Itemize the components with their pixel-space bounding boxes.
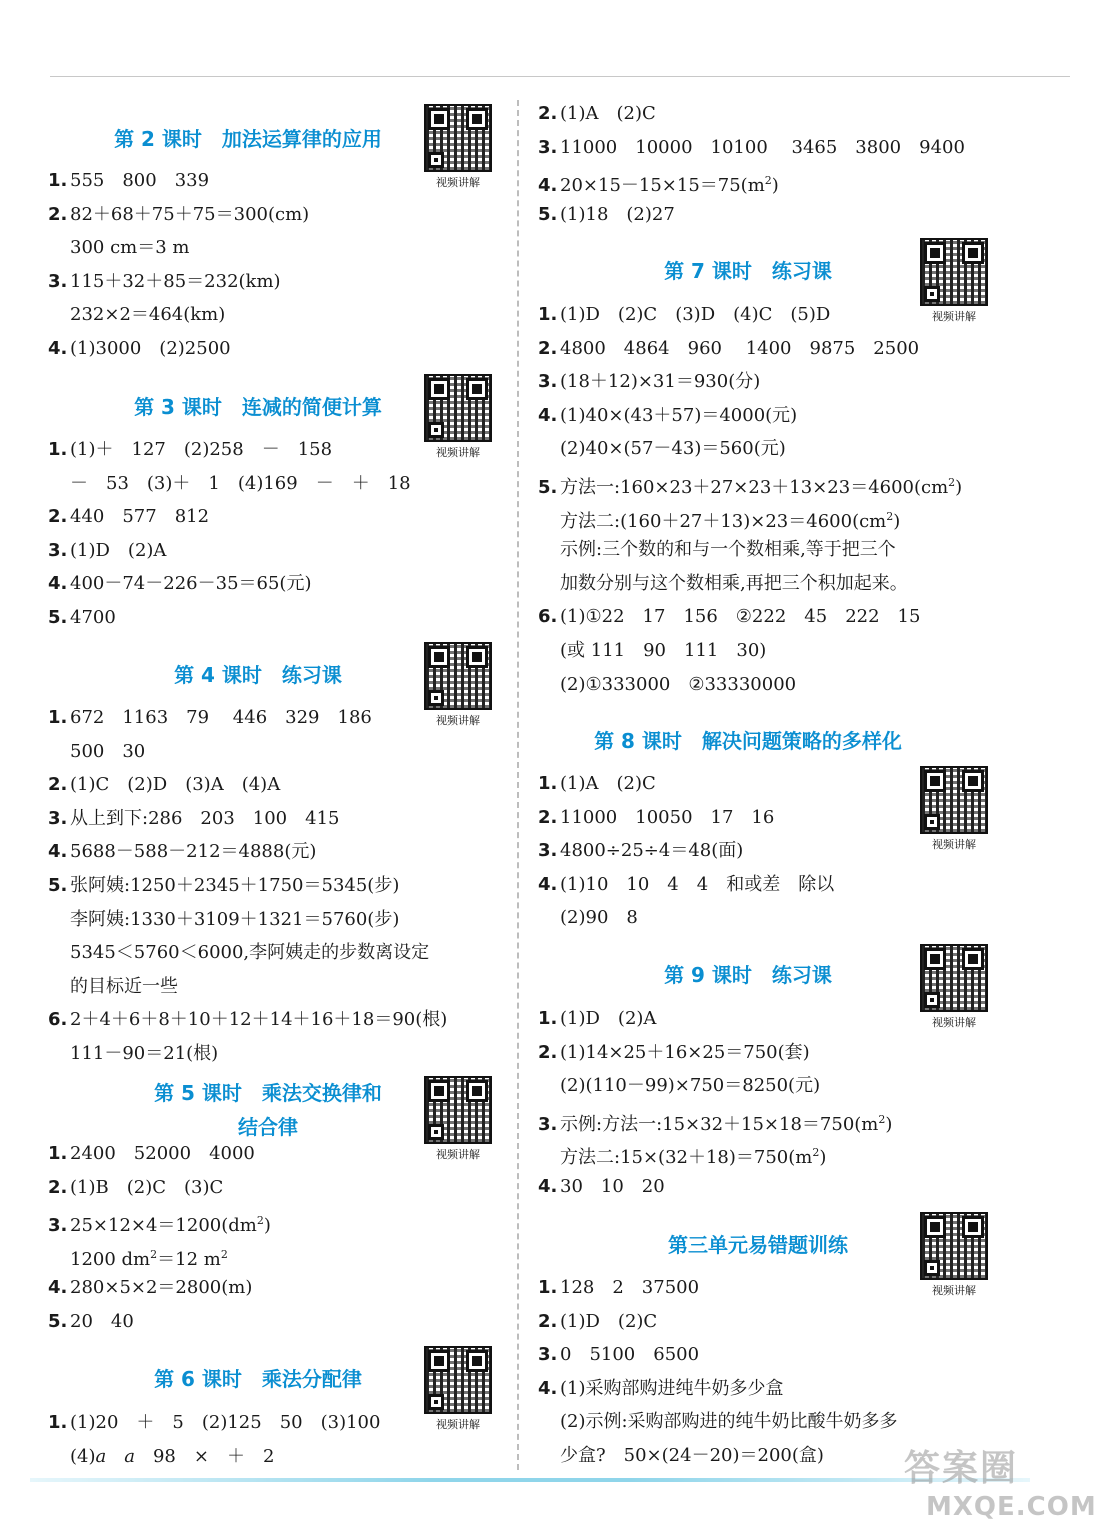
qr-code-icon bbox=[424, 374, 492, 442]
answer-text: 115＋32＋85＝232(km) bbox=[70, 270, 281, 292]
qr-label: 视频讲解 bbox=[436, 176, 480, 189]
answers-lesson-7 bbox=[538, 298, 998, 701]
answer-text: 232×2＝464(km) bbox=[70, 304, 226, 326]
answer-text: 2400 52000 4000 bbox=[70, 1143, 255, 1164]
item-number: 1. bbox=[48, 1412, 68, 1433]
section-title-lesson-5: 第 5 课时 乘法交换律和 bbox=[154, 1081, 382, 1105]
item-number: 2. bbox=[538, 806, 558, 828]
answer-text: 25×12×4＝1200(dm bbox=[70, 1215, 257, 1237]
item-number: 4. bbox=[538, 1175, 558, 1197]
answers-lesson-4 bbox=[48, 701, 500, 1071]
watermark-text: 答案圈 bbox=[904, 1448, 1019, 1489]
answer-text: (1)10 10 4 4 和或差 除以 bbox=[560, 873, 835, 895]
answer-text: (1)A (2)C bbox=[560, 103, 656, 124]
answer-text: 11000 10000 10100 3465 3800 9400 bbox=[560, 136, 965, 158]
item-number: 4. bbox=[538, 404, 558, 426]
superscript: 2 bbox=[764, 174, 772, 188]
answer-text: 4800 4864 960 1400 9875 2500 bbox=[560, 337, 920, 359]
section-title-lesson-8: 第 8 课时 解决问题策略的多样化 bbox=[594, 729, 902, 753]
qr-code-icon bbox=[424, 642, 492, 710]
item-number: 4. bbox=[48, 573, 68, 595]
item-number: 4. bbox=[538, 873, 558, 895]
superscript: 2 bbox=[878, 1112, 886, 1126]
item-number: 3. bbox=[538, 136, 558, 158]
item-number: 4. bbox=[48, 841, 68, 863]
answer-text: (1)A (2)C bbox=[560, 773, 656, 794]
answer-text: (1)B (2)C (3)C bbox=[70, 1176, 224, 1198]
section-title-lesson-7: 第 7 课时 练习课 bbox=[664, 259, 832, 283]
answer-text: ) bbox=[771, 175, 779, 197]
qr-label: 视频讲解 bbox=[932, 838, 976, 851]
answer-text: 500 30 bbox=[70, 740, 146, 762]
answer-text: ) bbox=[955, 476, 963, 498]
answer-text: 少盒? 50×(24－20)＝200(盒) bbox=[560, 1444, 824, 1466]
item-number: 3. bbox=[538, 1344, 558, 1366]
answer-text: (1)D (2)A bbox=[560, 1008, 657, 1029]
superscript: 2 bbox=[886, 509, 894, 523]
answer-text: (1)采购部购进纯牛奶多少盒 bbox=[560, 1377, 784, 1399]
answer-text: 方法二:15×(32＋18)＝750(m bbox=[560, 1147, 813, 1169]
answer-text: ) bbox=[263, 1215, 271, 1237]
answer-text: (4) bbox=[70, 1445, 96, 1467]
qr-label: 视频讲解 bbox=[436, 1148, 480, 1161]
qr-label: 视频讲解 bbox=[436, 446, 480, 459]
answer-text: (1)14×25＋16×25＝750(套) bbox=[560, 1041, 810, 1063]
answer-text: 280×5×2＝2800(m) bbox=[70, 1277, 253, 1299]
section-title-lesson-3: 第 3 课时 连减的简便计算 bbox=[134, 395, 382, 419]
item-number: 5. bbox=[48, 606, 68, 628]
watermark-url: MXQE.COM bbox=[926, 1492, 1097, 1522]
answer-text: 555 800 339 bbox=[70, 170, 210, 191]
item-number: 2. bbox=[538, 1041, 558, 1063]
section-title-lesson-9: 第 9 课时 练习课 bbox=[664, 963, 832, 987]
item-number: 3. bbox=[48, 807, 68, 829]
answer-text: 98 × ＋ 2 bbox=[152, 1445, 275, 1467]
answer-text: (18＋12)×31＝930(分) bbox=[560, 371, 761, 393]
item-number: 1. bbox=[538, 1277, 558, 1298]
answer-text: (1)＋ 127 (2)258 － 158 bbox=[70, 439, 333, 460]
answer-text: 从上到下:286 203 100 415 bbox=[70, 807, 340, 829]
answer-text: 方法二:(160＋27＋13)×23＝4600(cm bbox=[560, 510, 887, 532]
item-number: 4. bbox=[538, 1377, 558, 1399]
qr-code-icon bbox=[424, 1346, 492, 1414]
item-number: 3. bbox=[538, 840, 558, 862]
item-number: 2. bbox=[48, 203, 68, 225]
item-number: 2. bbox=[538, 337, 558, 359]
qr-code-icon bbox=[920, 1212, 988, 1280]
superscript: 2 bbox=[150, 1247, 158, 1261]
qr-label: 视频讲解 bbox=[436, 1418, 480, 1431]
qr-code-icon bbox=[424, 1076, 492, 1144]
qr-code-icon bbox=[920, 238, 988, 306]
answer-text: (1)20 ＋ 5 (2)125 50 (3)100 bbox=[70, 1412, 381, 1433]
answers-lesson-9 bbox=[538, 1002, 998, 1204]
item-number: 3. bbox=[48, 1215, 68, 1237]
qr-label: 视频讲解 bbox=[932, 310, 976, 323]
answer-text: (2)40×(57－43)＝560(元) bbox=[560, 438, 786, 460]
answer-text: 张阿姨:1250＋2345＋1750＝5345(步) bbox=[70, 874, 400, 896]
item-number: 5. bbox=[538, 203, 558, 225]
answer-text: (1)D (2)C (3)D (4)C (5)D bbox=[560, 304, 831, 325]
answer-text: (2)90 8 bbox=[560, 907, 638, 929]
section-title-unit-3-review: 第三单元易错题训练 bbox=[668, 1233, 848, 1257]
item-number: 1. bbox=[538, 773, 558, 794]
answer-text: ＝12 m bbox=[157, 1248, 221, 1270]
answers-lesson-6 bbox=[48, 1406, 408, 1473]
answer-text: 4700 bbox=[70, 606, 116, 628]
item-number: 2. bbox=[538, 103, 558, 124]
answer-text: ) bbox=[819, 1147, 827, 1169]
answer-text: 加数分别与这个数相乘,再把三个积加起来。 bbox=[560, 572, 908, 594]
answer-text: 30 10 20 bbox=[560, 1175, 665, 1197]
column-divider bbox=[517, 100, 519, 1470]
answer-text: (或 111 90 111 30) bbox=[560, 639, 767, 661]
answer-text: 672 1163 79 446 329 186 bbox=[70, 707, 372, 728]
answer-text: (2)示例:采购部购进的纯牛奶比酸牛奶多多 bbox=[560, 1411, 898, 1433]
qr-label: 视频讲解 bbox=[436, 714, 480, 727]
superscript: 2 bbox=[220, 1247, 228, 1261]
qr-label: 视频讲解 bbox=[932, 1284, 976, 1297]
section-title-lesson-5-line-2: 结合律 bbox=[238, 1115, 298, 1139]
answer-text: 示例:三个数的和与一个数相乘,等于把三个 bbox=[560, 539, 896, 561]
item-number: 2. bbox=[48, 1176, 68, 1198]
item-number: 1. bbox=[538, 304, 558, 325]
superscript: 2 bbox=[948, 475, 956, 489]
item-number: 3. bbox=[538, 371, 558, 393]
answer-text: 400－74－226－35＝65(元) bbox=[70, 573, 312, 595]
answers-continued bbox=[538, 97, 998, 231]
answer-text: 82＋68＋75＋75＝300(cm) bbox=[70, 203, 310, 225]
answer-text: 5688－588－212＝4888(元) bbox=[70, 841, 317, 863]
answer-text: － 53 (3)＋ 1 (4)169 － ＋ 18 bbox=[70, 472, 411, 494]
item-number: 2. bbox=[538, 1310, 558, 1332]
superscript: 2 bbox=[812, 1146, 820, 1160]
item-number: 3. bbox=[48, 270, 68, 292]
answer-text: 128 2 37500 bbox=[560, 1277, 700, 1298]
section-title-lesson-6: 第 6 课时 乘法分配律 bbox=[154, 1367, 362, 1391]
answer-text: (2)①333000 ②33330000 bbox=[560, 673, 797, 695]
item-number: 5. bbox=[48, 874, 68, 896]
item-number: 2. bbox=[48, 774, 68, 796]
answer-text: 的目标近一些 bbox=[70, 975, 178, 997]
answer-text: 方法一:160×23＋27×23＋13×23＝4600(cm bbox=[560, 476, 949, 498]
answer-text: (1)40×(43＋57)＝4000(元) bbox=[560, 404, 798, 426]
answer-text: (1)D (2)A bbox=[70, 539, 167, 561]
item-number: 1. bbox=[48, 1143, 68, 1164]
answer-text: 440 577 812 bbox=[70, 506, 210, 528]
watermark-logo bbox=[900, 1440, 1097, 1530]
answer-text: (2)(110－99)×750＝8250(元) bbox=[560, 1075, 821, 1097]
answers-lesson-8 bbox=[538, 767, 998, 935]
item-number: 3. bbox=[538, 1113, 558, 1135]
item-number: 4. bbox=[48, 337, 68, 359]
item-number: 4. bbox=[48, 1277, 68, 1299]
item-number: 5. bbox=[48, 1310, 68, 1332]
answer-text: 4800÷25÷4＝48(面) bbox=[560, 840, 744, 862]
qr-code-icon bbox=[424, 104, 492, 172]
answer-text: ) bbox=[885, 1113, 893, 1135]
item-number: 4. bbox=[538, 175, 558, 197]
superscript: 2 bbox=[256, 1214, 264, 1228]
item-number: 2. bbox=[48, 506, 68, 528]
answer-text: 2＋4＋6＋8＋10＋12＋14＋16＋18＝90(根) bbox=[70, 1009, 448, 1031]
answer-text: 111－90＝21(根) bbox=[70, 1042, 219, 1064]
qr-lesson-6[interactable] bbox=[412, 1346, 504, 1432]
answer-text: 李阿姨:1330＋3109＋1321＝5760(步) bbox=[70, 908, 400, 930]
answer-text: (1)D (2)C bbox=[560, 1310, 658, 1332]
section-title-lesson-2: 第 2 课时 加法运算律的应用 bbox=[114, 127, 382, 151]
bottom-bar bbox=[30, 1478, 1030, 1482]
variable-a: a bbox=[124, 1445, 135, 1467]
answer-text: ) bbox=[893, 510, 901, 532]
qr-label: 视频讲解 bbox=[932, 1016, 976, 1029]
item-number: 1. bbox=[48, 170, 68, 191]
answer-text: 11000 10050 17 16 bbox=[560, 806, 775, 828]
answer-text: 5345＜5760＜6000,李阿姨走的步数离设定 bbox=[70, 942, 430, 964]
item-number: 6. bbox=[48, 1009, 68, 1031]
item-number: 6. bbox=[538, 606, 558, 628]
section-title-lesson-4: 第 4 课时 练习课 bbox=[174, 663, 342, 687]
answers-lesson-2 bbox=[48, 164, 500, 366]
answer-text: 300 cm＝3 m bbox=[70, 237, 190, 259]
answers-lesson-5 bbox=[48, 1137, 500, 1339]
answer-text: 20 40 bbox=[70, 1310, 134, 1332]
top-rule bbox=[50, 76, 1070, 77]
item-number: 1. bbox=[48, 439, 68, 460]
answer-text: 1200 dm bbox=[70, 1248, 151, 1270]
item-number: 5. bbox=[538, 476, 558, 498]
item-number: 1. bbox=[538, 1008, 558, 1029]
answer-text: 0 5100 6500 bbox=[560, 1344, 700, 1366]
item-number: 3. bbox=[48, 539, 68, 561]
answer-text: (1)①22 17 156 ②222 45 222 15 bbox=[560, 606, 921, 628]
answer-text: (1)18 (2)27 bbox=[560, 203, 675, 225]
answer-text: (1)3000 (2)2500 bbox=[70, 337, 231, 359]
answer-text: 20×15－15×15＝75(m bbox=[560, 175, 765, 197]
answer-text: 示例:方法一:15×32＋15×18＝750(m bbox=[560, 1113, 879, 1135]
answers-lesson-3 bbox=[48, 433, 500, 635]
variable-a: a bbox=[95, 1445, 107, 1467]
answer-text: (1)C (2)D (3)A (4)A bbox=[70, 774, 281, 796]
item-number: 1. bbox=[48, 707, 68, 728]
